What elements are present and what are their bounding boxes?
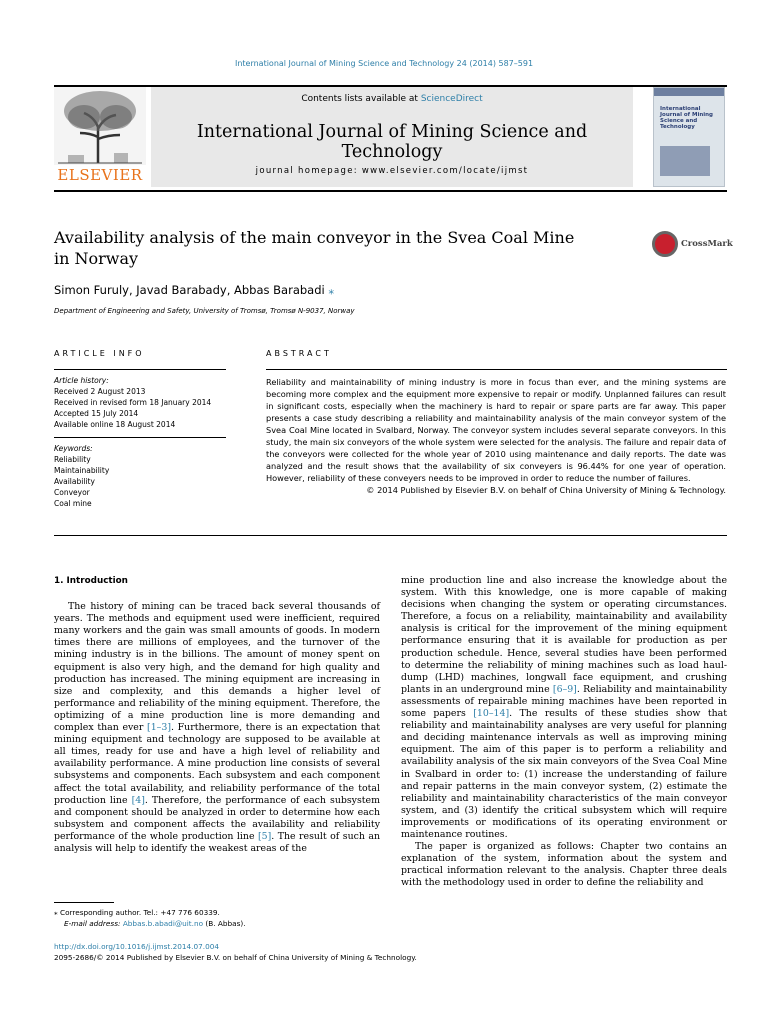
cover-image [660,146,710,176]
keywords-rule [54,437,226,438]
citation-link[interactable]: [10–14] [473,708,510,720]
doi-link[interactable]: http://dx.doi.org/10.1016/j.ijmst.2014.07.004 [54,942,220,951]
abstract-rule [266,369,727,370]
body-paragraph: The history of mining can be traced back several thousands of years. The methods and equipment used were inefficient, required many workers and the gain was small amounts of goods. In modern times there are millions of employees, and the turnover of the mining industry is in the billions. The amount of money spent on equipment is also very high, and the demand for high quality and production has increased. The mining equipment are increasing in size and complexity, and this demands a higher level of performance and reliability of the mining equipment. Therefore, the optimizing of a mine production line is more demanding and complex than ever [1–3]. Furthermore, there is an expectation that mining equipment and technology are supposed to be available at all times, ready for use and have a high level of reliability and availability performance. A mine production line consists of several subsystems and components. Each subsystem and each component affect the total availability, and reliability performance of the total production line [4]. Therefore, the performance of each subsystem and component should be analyzed in order to determine how each subsystem and component affects the availability and reliability performance of the whole production line [5]. The result of such an analysis will help to identify the weakest areas of the [54,601,381,854]
article-info-heading: ARTICLE INFO [54,349,145,358]
body-right-column [401,575,727,889]
history-online: Available online 18 August 2014 [54,420,176,429]
abstract-heading: ABSTRACT [266,349,332,358]
abstract-copyright: © 2014 Published by Elsevier B.V. on behalf of China University of Mining & Technology. [366,485,726,495]
tree-logo-icon [54,87,146,165]
citation-link[interactable]: [4] [131,794,145,806]
journal-masthead [54,87,727,189]
journal-title: International Journal of Mining Science and Technology [196,122,588,162]
history-received: Received 2 August 2013 [54,387,146,396]
keyword-item: Availability [54,477,95,486]
author-names: Simon Furuly, Javad Barabady, Abbas Barabadi [54,283,325,297]
email-footnote [54,918,384,929]
body-paragraph: mine production line and also increase the knowledge about the system. With this knowledge, one is more capable of making decisions when changing the system or operating circumstances. Therefore, a focus on a reliability, maintainability and availability analysis is critical for the improvement of the mining equipment performance ensuring that it is available for production as per production schedule. Hence, several studies have been performed to determine the reliability of mining machines such as load haul-dump (LHD) machines, longwall face equipment, and crushing plants in an underground mine [6–9]. Reliability and maintainability assessments of repairable mining machines have been reported in some papers [10–14]. The results of these studies show that reliability and maintainability analyses are very useful for planning and deciding maintenance intervals as well as improving mining equipment. The aim of this paper is to perform a reliability and availability analysis of the six main conveyors of the Svea Coal Mine in Svalbard in order to: (1) increase the understanding of failure and repair patterns in the main conveyor system, (2) estimate the reliability and maintainability characteristics of the main conveyor system, and (3) identify the critical subsystem which will require improvements or modifications of its operating environment or maintenance routines. [401,575,728,840]
footnote-rule [54,902,114,903]
masthead-center [151,87,633,187]
keyword-item: Reliability [54,455,91,464]
contents-prefix: Contents lists available at [301,94,421,104]
keyword-item: Coal mine [54,499,92,508]
issn-copyright: 2095-2686/© 2014 Published by Elsevier B.V. on behalf of China University of Mining & Technology. [54,953,417,962]
citation-link[interactable]: [6–9] [552,683,577,695]
email-link[interactable]: Abbas.b.abadi@uit.no [122,919,204,928]
abstract-text: Reliability and maintainability of mining industry is more in focus than ever, and the mining systems are becoming more complex and the equipment more expensive to repair or modify. Unplanned failures can result in significant costs, especially when the machinery is hard to repair or spare parts are far away. This paper presents a case study describing a reliability and maintainability analysis of the main conveyor system of the Svea Coal Mine located in Svalbard, Norway. The conveyor system includes several separate conveyors. In this study, the main six conveyors of the whole system were selected for the analysis. The failure and repair data of the conveyors were collected for the whole year of 2010 using maintenance and daily reports. The date was analyzed and the result shows that the availability of six conveyers is 96.44% for one year of operation. However, reliability of these conveyers needs to be improved in order to reduce the number of failures. [266,377,726,483]
article-title: Availability analysis of the main conveyor in the Svea Coal Mine in Norway [54,228,575,268]
publisher-name: ELSEVIER [57,166,143,184]
keyword-item: Conveyor [54,488,90,497]
publisher-logo[interactable] [54,87,146,187]
contents-line [151,94,633,104]
journal-reference[interactable]: International Journal of Mining Science and Technology 24 (2014) 587–591 [234,59,534,68]
email-suffix: (B. Abbas). [203,919,246,928]
crossmark-label: CrossMark [681,239,733,249]
masthead-bottom-rule [54,190,727,192]
corresponding-author-mark[interactable]: ⁎ [328,283,335,297]
crossmark-badge[interactable] [652,231,732,259]
front-matter-rule [54,535,727,536]
keywords-block [54,443,226,509]
keywords-heading: Keywords: [54,444,93,453]
citation-link[interactable]: [5] [257,830,272,842]
body-paragraph: The paper is organized as follows: Chapter two contains an explanation of the system, information about the system and practical information relevant to the analysis. Chapter three deals with the methodology used in order to define the reliability and [401,841,727,889]
email-label: E-mail address: [64,919,123,928]
history-heading: Article history: [54,376,109,385]
corresponding-author-footnote: ⁎ Corresponding author. Tel.: +47 776 60339. [54,908,220,917]
crossmark-icon [652,231,678,257]
cover-title: International Journal of Mining Science and Technology [660,106,713,130]
journal-cover-thumbnail[interactable] [653,87,725,187]
abstract-body [266,376,726,496]
keyword-item: Maintainability [54,466,110,475]
history-accepted: Accepted 15 July 2014 [54,409,139,418]
citation-link[interactable]: [1–3] [147,722,171,734]
history-revised: Received in revised form 18 January 2014 [54,398,212,407]
article-history [54,375,226,430]
journal-homepage[interactable]: journal homepage: www.elsevier.com/locate/ijmst [255,166,529,176]
sciencedirect-link[interactable]: ScienceDirect [420,94,483,104]
author-list [54,283,554,297]
article-info-rule [54,369,226,370]
body-left-column [54,575,380,855]
author-affiliation: Department of Engineering and Safety, University of Tromsø, Tromsø N-9037, Norway [54,307,355,315]
section-heading: 1. Introduction [54,576,128,586]
